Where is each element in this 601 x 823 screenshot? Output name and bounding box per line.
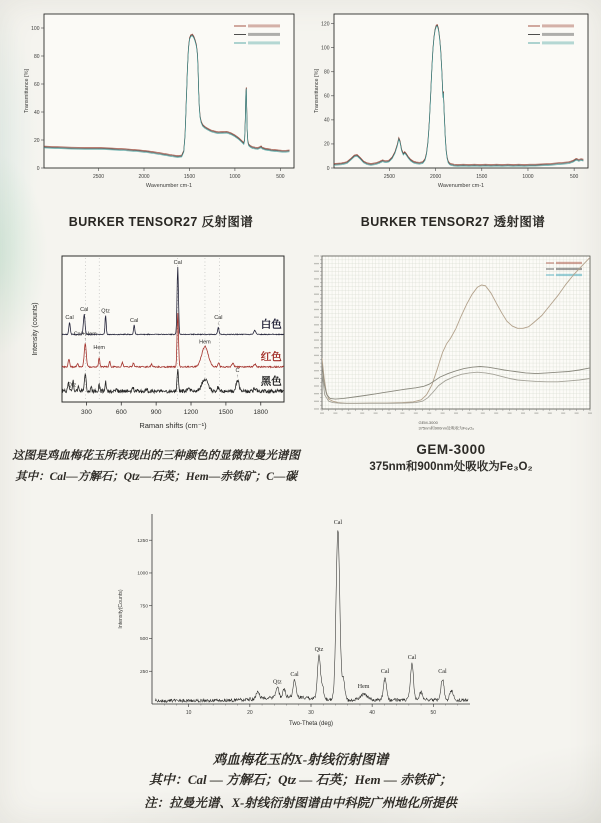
svg-text:Cal: Cal <box>290 671 299 678</box>
raman-caption-line1: 这图是鸡血梅花玉所表现出的三种颜色的显微拉曼光谱图 <box>12 450 300 462</box>
svg-text:Hem: Hem <box>357 684 370 691</box>
svg-text:20: 20 <box>247 710 253 716</box>
svg-text:80: 80 <box>33 53 40 60</box>
svg-text:20: 20 <box>323 141 330 148</box>
svg-text:↑: ↑ <box>97 350 101 357</box>
svg-text:Qtz: Qtz <box>273 679 282 686</box>
svg-text:Cal: Cal <box>173 259 182 266</box>
svg-text:Two-Theta (deg): Two-Theta (deg) <box>288 721 334 727</box>
svg-text:500: 500 <box>569 174 579 180</box>
chart-gem3000-uvvis-spectrum <box>306 250 596 435</box>
svg-text:1250: 1250 <box>137 538 148 544</box>
svg-text:2000: 2000 <box>430 174 442 180</box>
svg-text:250: 250 <box>139 669 148 675</box>
xrd-caption-title: 鸡血梅花玉的X-射线衍射图谱 <box>212 752 389 767</box>
svg-text:↑: ↑ <box>236 373 239 380</box>
svg-text:C: C <box>235 367 240 374</box>
svg-text:1500: 1500 <box>218 409 234 416</box>
svg-text:Cal: Cal <box>438 669 447 676</box>
raman-caption-line2: 其中：Cal—方解石；Qtz—石英；Hem—赤铁矿；C—碳 <box>15 471 297 483</box>
svg-text:120: 120 <box>321 21 330 28</box>
svg-text:40: 40 <box>323 117 330 124</box>
svg-text:黑色: 黑色 <box>260 375 282 388</box>
svg-text:Hem: Hem <box>199 339 211 346</box>
chart-ir-reflection-spectrum <box>20 6 302 196</box>
svg-text:900: 900 <box>150 409 162 416</box>
svg-text:Qtz: Qtz <box>314 646 324 653</box>
svg-text:60: 60 <box>323 93 330 100</box>
svg-text:Transmittance [%]: Transmittance [%] <box>314 68 320 114</box>
svg-text:40: 40 <box>33 109 40 116</box>
svg-text:GEM-3000: GEM-3000 <box>418 420 438 425</box>
caption-ir-reflection: BURKER TENSOR27 反射图谱 <box>68 215 254 229</box>
gem-caption-block <box>306 442 596 474</box>
svg-text:100: 100 <box>321 45 330 52</box>
svg-text:Wavenumber cm-1: Wavenumber cm-1 <box>145 183 193 189</box>
svg-text:30: 30 <box>308 710 314 716</box>
svg-text:Cal: Cal <box>130 317 139 324</box>
svg-text:500: 500 <box>276 174 285 180</box>
chart-raman-spectra <box>26 248 292 444</box>
svg-text:Intensity(Counts): Intensity(Counts) <box>118 589 124 629</box>
svg-text:300: 300 <box>80 409 92 416</box>
svg-text:1000: 1000 <box>522 174 534 180</box>
svg-text:10: 10 <box>185 710 192 716</box>
svg-text:Cal: Cal <box>80 307 89 314</box>
svg-text:20: 20 <box>33 137 40 144</box>
svg-text:Raman shifts (cm⁻¹): Raman shifts (cm⁻¹) <box>139 421 207 430</box>
svg-text:2000: 2000 <box>138 174 150 180</box>
caption-ir-transmission: BURKER TENSOR27 透射图谱 <box>360 215 546 229</box>
svg-text:50: 50 <box>430 710 437 716</box>
svg-text:1800: 1800 <box>253 409 268 416</box>
provider-note: 注：拉曼光谱、X-射线衍射图谱由中科院广州地化所提供 <box>144 796 457 810</box>
raman-caption-block <box>6 446 306 488</box>
chart-ir-transmission-spectrum <box>310 6 596 196</box>
svg-text:1200: 1200 <box>183 409 199 416</box>
svg-text:500: 500 <box>139 637 148 643</box>
xrd-caption-legend: 其中：Cal — 方解石；Qtz — 石英；Hem — 赤铁矿； <box>148 772 453 787</box>
svg-text:40: 40 <box>369 710 375 716</box>
svg-text:Cal+Hem: Cal+Hem <box>73 331 97 338</box>
gem-caption-title: GEM-3000 <box>416 442 486 457</box>
svg-text:60: 60 <box>33 81 40 88</box>
svg-text:Cal: Cal <box>407 654 417 661</box>
gem-caption-note: 375nm和900nm处吸收为Fe₃O₂ <box>369 461 533 473</box>
svg-text:0: 0 <box>36 165 40 172</box>
svg-text:Intensity (counts): Intensity (counts) <box>32 302 39 356</box>
svg-text:Transmittance [%]: Transmittance [%] <box>24 68 30 114</box>
svg-text:红色: 红色 <box>260 351 282 364</box>
svg-text:Cal: Cal <box>333 519 343 526</box>
svg-text:Qtz: Qtz <box>67 382 77 389</box>
svg-text:Hem: Hem <box>93 344 106 351</box>
svg-text:Cal: Cal <box>65 315 74 322</box>
svg-text:2500: 2500 <box>383 174 395 180</box>
chart-xrd-pattern <box>110 498 482 748</box>
svg-text:Wavenumber cm-1: Wavenumber cm-1 <box>437 183 485 189</box>
svg-text:Qtz: Qtz <box>101 308 110 315</box>
svg-text:0: 0 <box>326 165 330 172</box>
svg-text:100: 100 <box>31 25 40 32</box>
svg-text:↑: ↑ <box>83 336 87 343</box>
svg-text:375nm和900nm处吸收为Fe₃O₂: 375nm和900nm处吸收为Fe₃O₂ <box>418 425 474 431</box>
svg-text:1500: 1500 <box>476 174 488 180</box>
svg-text:1000: 1000 <box>229 174 241 180</box>
svg-text:白色: 白色 <box>260 318 282 331</box>
svg-text:1500: 1500 <box>183 174 196 180</box>
svg-text:2500: 2500 <box>92 174 105 180</box>
svg-text:600: 600 <box>115 409 127 416</box>
svg-text:Cal: Cal <box>380 669 390 676</box>
svg-text:750: 750 <box>139 604 148 610</box>
svg-text:80: 80 <box>323 69 330 76</box>
svg-text:↓: ↓ <box>217 320 220 327</box>
svg-text:1000: 1000 <box>137 571 148 577</box>
svg-text:Cal: Cal <box>214 315 223 322</box>
